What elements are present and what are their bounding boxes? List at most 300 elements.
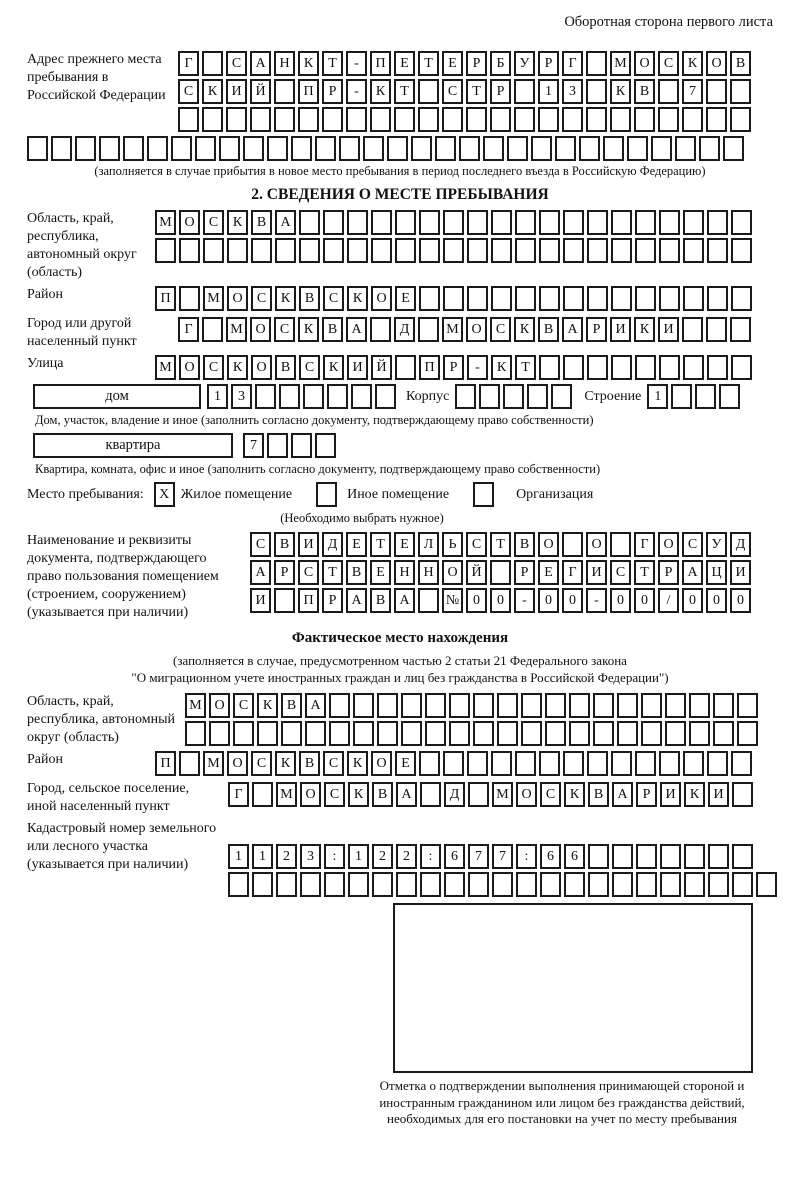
char-box[interactable]: В: [322, 317, 343, 342]
char-box[interactable]: [473, 721, 494, 746]
char-box[interactable]: С: [274, 317, 295, 342]
char-box[interactable]: [683, 751, 704, 776]
char-box[interactable]: 6: [564, 844, 585, 869]
char-box[interactable]: [233, 721, 254, 746]
char-box[interactable]: [588, 872, 609, 897]
char-box[interactable]: [274, 588, 295, 613]
char-box[interactable]: К: [275, 751, 296, 776]
char-box[interactable]: -: [467, 355, 488, 380]
char-box[interactable]: М: [185, 693, 206, 718]
char-box[interactable]: [305, 721, 326, 746]
char-box[interactable]: [659, 238, 680, 263]
char-box[interactable]: С: [490, 317, 511, 342]
char-box[interactable]: [227, 238, 248, 263]
char-box[interactable]: Н: [418, 560, 439, 585]
char-box[interactable]: К: [370, 79, 391, 104]
char-box[interactable]: Б: [490, 51, 511, 76]
char-box[interactable]: [449, 693, 470, 718]
char-box[interactable]: [466, 107, 487, 132]
char-box[interactable]: -: [346, 79, 367, 104]
char-box[interactable]: [588, 844, 609, 869]
char-box[interactable]: С: [658, 51, 679, 76]
char-box[interactable]: А: [305, 693, 326, 718]
char-box[interactable]: [351, 384, 372, 409]
char-box[interactable]: [202, 51, 223, 76]
char-box[interactable]: Р: [274, 560, 295, 585]
char-box[interactable]: [617, 693, 638, 718]
char-box[interactable]: Д: [394, 317, 415, 342]
char-box[interactable]: С: [466, 532, 487, 557]
char-box[interactable]: [372, 872, 393, 897]
char-box[interactable]: И: [586, 560, 607, 585]
char-box[interactable]: М: [203, 286, 224, 311]
char-box[interactable]: О: [227, 751, 248, 776]
char-box[interactable]: Т: [322, 51, 343, 76]
char-box[interactable]: [303, 384, 324, 409]
char-box[interactable]: 1: [348, 844, 369, 869]
char-box[interactable]: [51, 136, 72, 161]
char-box[interactable]: О: [442, 560, 463, 585]
char-box[interactable]: [730, 317, 751, 342]
char-box[interactable]: О: [250, 317, 271, 342]
char-box[interactable]: [275, 238, 296, 263]
char-box[interactable]: -: [586, 588, 607, 613]
char-box[interactable]: К: [514, 317, 535, 342]
char-box[interactable]: [737, 693, 758, 718]
char-box[interactable]: В: [299, 286, 320, 311]
char-box[interactable]: [75, 136, 96, 161]
char-box[interactable]: [347, 238, 368, 263]
char-box[interactable]: [706, 317, 727, 342]
char-box[interactable]: [387, 136, 408, 161]
char-box[interactable]: К: [275, 286, 296, 311]
house-type-box[interactable]: дом: [33, 384, 201, 409]
char-box[interactable]: Р: [514, 560, 535, 585]
char-box[interactable]: [730, 107, 751, 132]
char-box[interactable]: [641, 693, 662, 718]
char-box[interactable]: [123, 136, 144, 161]
char-box[interactable]: [274, 79, 295, 104]
char-box[interactable]: 0: [538, 588, 559, 613]
char-box[interactable]: [713, 721, 734, 746]
char-box[interactable]: [683, 286, 704, 311]
char-box[interactable]: [209, 721, 230, 746]
char-box[interactable]: Т: [466, 79, 487, 104]
char-box[interactable]: [563, 238, 584, 263]
char-box[interactable]: В: [372, 782, 393, 807]
char-box[interactable]: [443, 210, 464, 235]
char-box[interactable]: У: [514, 51, 535, 76]
char-box[interactable]: [635, 355, 656, 380]
char-box[interactable]: В: [730, 51, 751, 76]
char-box[interactable]: О: [658, 532, 679, 557]
char-box[interactable]: [203, 238, 224, 263]
char-box[interactable]: [610, 107, 631, 132]
char-box[interactable]: [228, 872, 249, 897]
char-box[interactable]: [497, 693, 518, 718]
char-box[interactable]: [579, 136, 600, 161]
char-box[interactable]: П: [155, 286, 176, 311]
char-box[interactable]: [731, 238, 752, 263]
char-box[interactable]: [707, 210, 728, 235]
char-box[interactable]: [467, 751, 488, 776]
char-box[interactable]: [490, 560, 511, 585]
char-box[interactable]: О: [179, 210, 200, 235]
char-box[interactable]: С: [682, 532, 703, 557]
char-box[interactable]: М: [155, 355, 176, 380]
char-box[interactable]: [634, 107, 655, 132]
char-box[interactable]: О: [251, 355, 272, 380]
char-box[interactable]: [299, 210, 320, 235]
char-box[interactable]: [179, 238, 200, 263]
char-box[interactable]: 3: [300, 844, 321, 869]
char-box[interactable]: [731, 355, 752, 380]
char-box[interactable]: [569, 721, 590, 746]
char-box[interactable]: [695, 384, 716, 409]
char-box[interactable]: 3: [231, 384, 252, 409]
char-box[interactable]: [683, 210, 704, 235]
char-box[interactable]: [527, 384, 548, 409]
char-box[interactable]: П: [370, 51, 391, 76]
char-box[interactable]: Е: [394, 51, 415, 76]
char-box[interactable]: 0: [490, 588, 511, 613]
char-box[interactable]: :: [516, 844, 537, 869]
char-box[interactable]: Л: [418, 532, 439, 557]
char-box[interactable]: [689, 721, 710, 746]
char-box[interactable]: [418, 107, 439, 132]
char-box[interactable]: [243, 136, 264, 161]
char-box[interactable]: А: [250, 560, 271, 585]
char-box[interactable]: [660, 872, 681, 897]
char-box[interactable]: [298, 107, 319, 132]
char-box[interactable]: К: [347, 286, 368, 311]
char-box[interactable]: [401, 721, 422, 746]
char-box[interactable]: [551, 384, 572, 409]
char-box[interactable]: Т: [394, 79, 415, 104]
char-box[interactable]: И: [226, 79, 247, 104]
char-box[interactable]: [252, 872, 273, 897]
char-box[interactable]: [719, 384, 740, 409]
checkbox-other-premises[interactable]: [316, 482, 337, 507]
char-box[interactable]: [731, 286, 752, 311]
char-box[interactable]: Р: [490, 79, 511, 104]
char-box[interactable]: [425, 721, 446, 746]
char-box[interactable]: [255, 384, 276, 409]
char-box[interactable]: [322, 107, 343, 132]
char-box[interactable]: [179, 751, 200, 776]
char-box[interactable]: С: [251, 751, 272, 776]
checkbox-residential[interactable]: X: [154, 482, 175, 507]
char-box[interactable]: В: [514, 532, 535, 557]
char-box[interactable]: [425, 693, 446, 718]
checkbox-organization[interactable]: [473, 482, 494, 507]
char-box[interactable]: М: [610, 51, 631, 76]
char-box[interactable]: [279, 384, 300, 409]
char-box[interactable]: [171, 136, 192, 161]
char-box[interactable]: В: [281, 693, 302, 718]
char-box[interactable]: И: [250, 588, 271, 613]
char-box[interactable]: К: [564, 782, 585, 807]
char-box[interactable]: [252, 782, 273, 807]
char-box[interactable]: К: [491, 355, 512, 380]
char-box[interactable]: [395, 238, 416, 263]
char-box[interactable]: О: [516, 782, 537, 807]
char-box[interactable]: [587, 210, 608, 235]
char-box[interactable]: [267, 433, 288, 458]
char-box[interactable]: С: [323, 286, 344, 311]
char-box[interactable]: 0: [634, 588, 655, 613]
char-box[interactable]: [611, 286, 632, 311]
char-box[interactable]: [586, 51, 607, 76]
char-box[interactable]: 7: [492, 844, 513, 869]
char-box[interactable]: Е: [442, 51, 463, 76]
char-box[interactable]: :: [324, 844, 345, 869]
char-box[interactable]: [483, 136, 504, 161]
char-box[interactable]: [291, 136, 312, 161]
char-box[interactable]: А: [394, 588, 415, 613]
char-box[interactable]: [503, 384, 524, 409]
char-box[interactable]: [539, 210, 560, 235]
char-box[interactable]: [586, 79, 607, 104]
char-box[interactable]: [593, 721, 614, 746]
char-box[interactable]: Д: [322, 532, 343, 557]
char-box[interactable]: В: [346, 560, 367, 585]
char-box[interactable]: Е: [395, 751, 416, 776]
char-box[interactable]: [435, 136, 456, 161]
char-box[interactable]: [707, 355, 728, 380]
char-box[interactable]: [682, 317, 703, 342]
char-box[interactable]: [627, 136, 648, 161]
char-box[interactable]: [611, 355, 632, 380]
char-box[interactable]: [659, 210, 680, 235]
char-box[interactable]: С: [178, 79, 199, 104]
char-box[interactable]: [635, 751, 656, 776]
stamp-area[interactable]: [393, 903, 753, 1073]
char-box[interactable]: Н: [274, 51, 295, 76]
char-box[interactable]: [671, 384, 692, 409]
char-box[interactable]: [539, 751, 560, 776]
char-box[interactable]: [226, 107, 247, 132]
char-box[interactable]: А: [346, 588, 367, 613]
char-box[interactable]: [329, 721, 350, 746]
char-box[interactable]: 0: [730, 588, 751, 613]
char-box[interactable]: [732, 782, 753, 807]
char-box[interactable]: И: [347, 355, 368, 380]
char-box[interactable]: [659, 286, 680, 311]
char-box[interactable]: К: [347, 751, 368, 776]
char-box[interactable]: [491, 751, 512, 776]
char-box[interactable]: Р: [636, 782, 657, 807]
char-box[interactable]: К: [202, 79, 223, 104]
char-box[interactable]: [562, 532, 583, 557]
char-box[interactable]: [418, 588, 439, 613]
char-box[interactable]: [706, 107, 727, 132]
char-box[interactable]: Д: [444, 782, 465, 807]
char-box[interactable]: И: [708, 782, 729, 807]
char-box[interactable]: Е: [394, 532, 415, 557]
char-box[interactable]: [659, 751, 680, 776]
char-box[interactable]: С: [226, 51, 247, 76]
char-box[interactable]: [353, 693, 374, 718]
char-box[interactable]: [419, 751, 440, 776]
char-box[interactable]: [291, 433, 312, 458]
char-box[interactable]: Е: [538, 560, 559, 585]
char-box[interactable]: [329, 693, 350, 718]
char-box[interactable]: [660, 844, 681, 869]
char-box[interactable]: Т: [370, 532, 391, 557]
char-box[interactable]: [699, 136, 720, 161]
char-box[interactable]: [689, 693, 710, 718]
char-box[interactable]: [492, 872, 513, 897]
char-box[interactable]: К: [323, 355, 344, 380]
char-box[interactable]: 1: [647, 384, 668, 409]
char-box[interactable]: С: [233, 693, 254, 718]
char-box[interactable]: [707, 238, 728, 263]
char-box[interactable]: С: [442, 79, 463, 104]
char-box[interactable]: [147, 136, 168, 161]
char-box[interactable]: К: [682, 51, 703, 76]
char-box[interactable]: О: [371, 286, 392, 311]
char-box[interactable]: [635, 286, 656, 311]
char-box[interactable]: [467, 210, 488, 235]
char-box[interactable]: [521, 693, 542, 718]
char-box[interactable]: [195, 136, 216, 161]
char-box[interactable]: [250, 107, 271, 132]
char-box[interactable]: В: [634, 79, 655, 104]
char-box[interactable]: 1: [252, 844, 273, 869]
char-box[interactable]: [516, 872, 537, 897]
char-box[interactable]: [370, 317, 391, 342]
char-box[interactable]: П: [298, 588, 319, 613]
char-box[interactable]: [612, 844, 633, 869]
char-box[interactable]: [723, 136, 744, 161]
char-box[interactable]: [419, 210, 440, 235]
char-box[interactable]: Р: [466, 51, 487, 76]
char-box[interactable]: [563, 286, 584, 311]
char-box[interactable]: С: [299, 355, 320, 380]
char-box[interactable]: [377, 721, 398, 746]
apartment-type-box[interactable]: квартира: [33, 433, 233, 458]
char-box[interactable]: [418, 317, 439, 342]
char-box[interactable]: [491, 238, 512, 263]
char-box[interactable]: [611, 751, 632, 776]
char-box[interactable]: -: [514, 588, 535, 613]
char-box[interactable]: [730, 79, 751, 104]
char-box[interactable]: [491, 210, 512, 235]
char-box[interactable]: [521, 721, 542, 746]
char-box[interactable]: /: [658, 588, 679, 613]
char-box[interactable]: [539, 238, 560, 263]
char-box[interactable]: М: [492, 782, 513, 807]
char-box[interactable]: [555, 136, 576, 161]
char-box[interactable]: 7: [682, 79, 703, 104]
char-box[interactable]: [593, 693, 614, 718]
char-box[interactable]: [636, 872, 657, 897]
char-box[interactable]: [587, 751, 608, 776]
char-box[interactable]: [545, 693, 566, 718]
char-box[interactable]: [683, 355, 704, 380]
char-box[interactable]: [708, 872, 729, 897]
char-box[interactable]: [396, 872, 417, 897]
char-box[interactable]: [641, 721, 662, 746]
char-box[interactable]: М: [155, 210, 176, 235]
char-box[interactable]: [707, 286, 728, 311]
char-box[interactable]: [731, 210, 752, 235]
char-box[interactable]: С: [203, 210, 224, 235]
char-box[interactable]: Г: [178, 317, 199, 342]
char-box[interactable]: [315, 433, 336, 458]
char-box[interactable]: Р: [586, 317, 607, 342]
char-box[interactable]: [442, 107, 463, 132]
char-box[interactable]: [420, 872, 441, 897]
char-box[interactable]: [706, 79, 727, 104]
char-box[interactable]: [394, 107, 415, 132]
char-box[interactable]: А: [396, 782, 417, 807]
char-box[interactable]: [185, 721, 206, 746]
char-box[interactable]: [323, 210, 344, 235]
char-box[interactable]: [347, 210, 368, 235]
char-box[interactable]: [562, 107, 583, 132]
char-box[interactable]: [490, 107, 511, 132]
char-box[interactable]: П: [298, 79, 319, 104]
char-box[interactable]: [155, 238, 176, 263]
char-box[interactable]: [455, 384, 476, 409]
char-box[interactable]: №: [442, 588, 463, 613]
char-box[interactable]: Т: [634, 560, 655, 585]
char-box[interactable]: 7: [243, 433, 264, 458]
char-box[interactable]: К: [227, 355, 248, 380]
char-box[interactable]: М: [226, 317, 247, 342]
char-box[interactable]: [346, 107, 367, 132]
char-box[interactable]: Е: [370, 560, 391, 585]
char-box[interactable]: [563, 210, 584, 235]
char-box[interactable]: [737, 721, 758, 746]
char-box[interactable]: О: [179, 355, 200, 380]
char-box[interactable]: [444, 872, 465, 897]
char-box[interactable]: О: [706, 51, 727, 76]
char-box[interactable]: :: [420, 844, 441, 869]
char-box[interactable]: Т: [490, 532, 511, 557]
char-box[interactable]: В: [538, 317, 559, 342]
char-box[interactable]: [531, 136, 552, 161]
char-box[interactable]: А: [275, 210, 296, 235]
char-box[interactable]: [363, 136, 384, 161]
char-box[interactable]: [99, 136, 120, 161]
char-box[interactable]: [617, 721, 638, 746]
char-box[interactable]: [179, 286, 200, 311]
char-box[interactable]: [539, 286, 560, 311]
char-box[interactable]: 3: [562, 79, 583, 104]
char-box[interactable]: [515, 238, 536, 263]
char-box[interactable]: 1: [538, 79, 559, 104]
char-box[interactable]: [27, 136, 48, 161]
char-box[interactable]: [515, 210, 536, 235]
char-box[interactable]: [658, 107, 679, 132]
char-box[interactable]: О: [586, 532, 607, 557]
char-box[interactable]: К: [610, 79, 631, 104]
char-box[interactable]: С: [203, 355, 224, 380]
char-box[interactable]: [635, 210, 656, 235]
char-box[interactable]: [514, 107, 535, 132]
char-box[interactable]: [377, 693, 398, 718]
char-box[interactable]: [507, 136, 528, 161]
char-box[interactable]: [684, 872, 705, 897]
char-box[interactable]: С: [251, 286, 272, 311]
char-box[interactable]: 6: [540, 844, 561, 869]
char-box[interactable]: [274, 107, 295, 132]
char-box[interactable]: [756, 872, 777, 897]
char-box[interactable]: [684, 844, 705, 869]
